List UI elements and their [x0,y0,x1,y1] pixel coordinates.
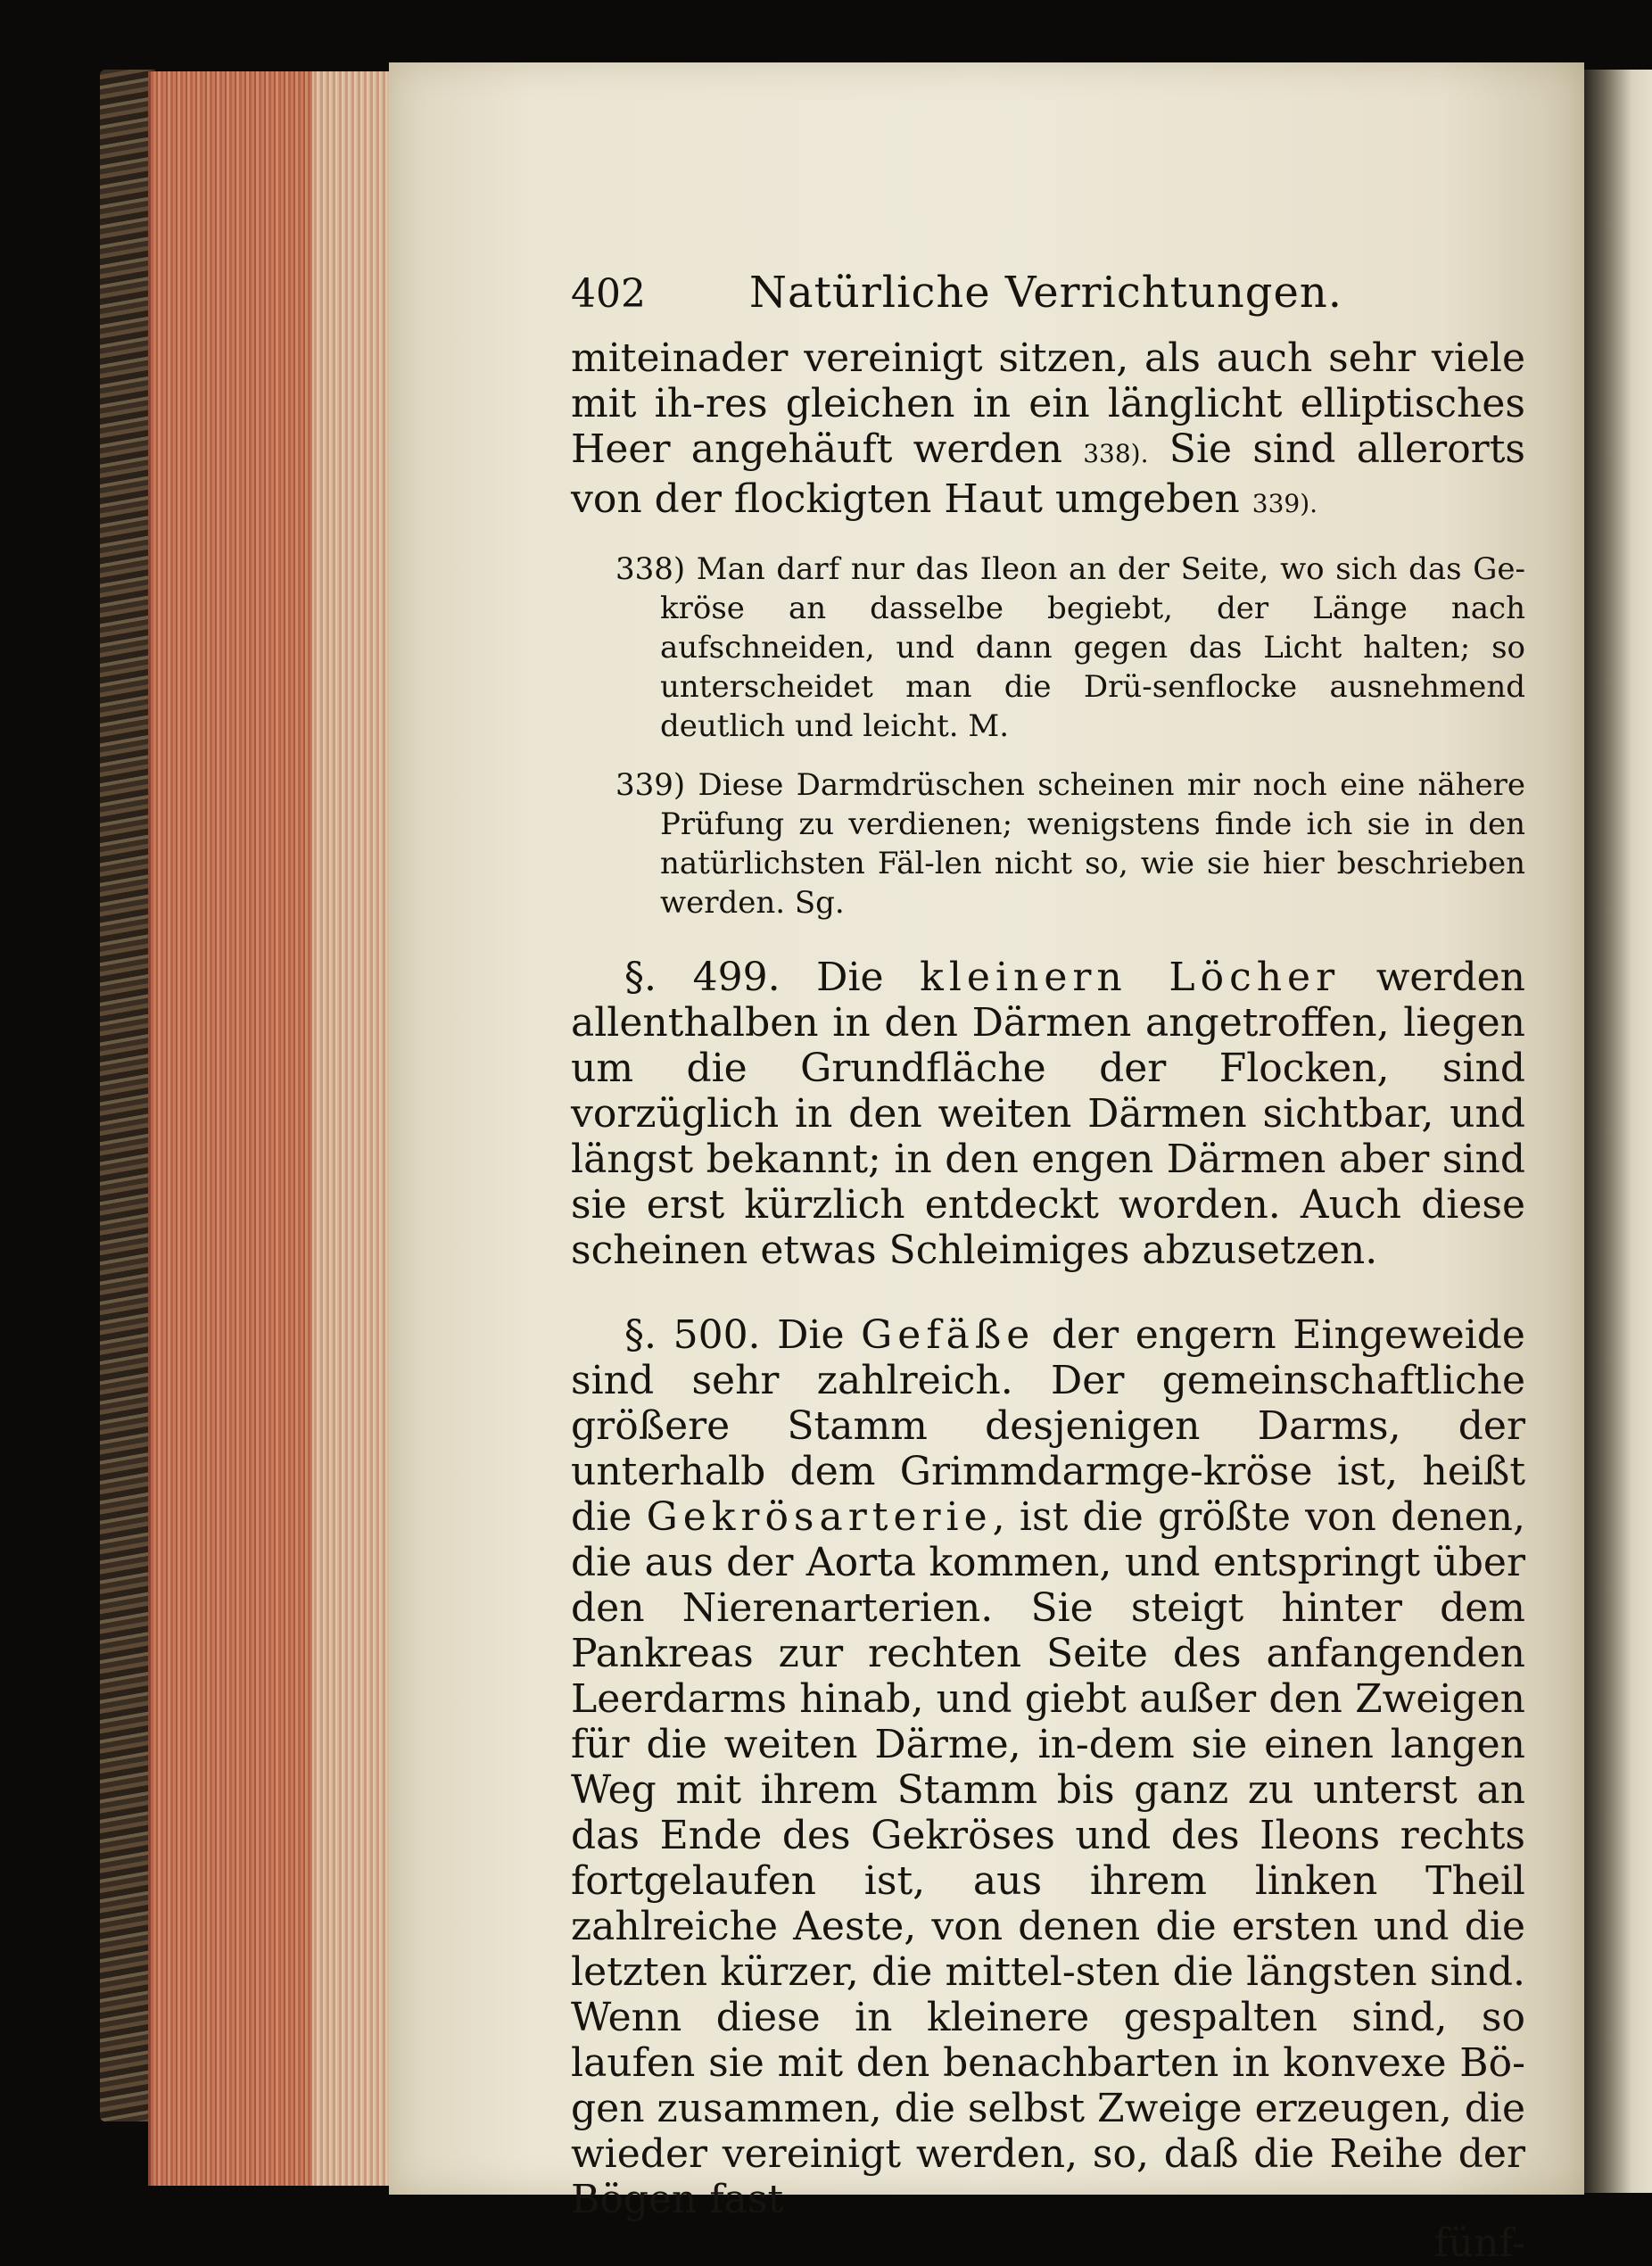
paragraph-text: , ist die größte von denen, die aus der Aorta kommen, und entspringt über den Nierenarterien. Sie steigt hinter dem Pankreas zur rechten Seite des anfangenden Leerdarms hinab, und giebt außer den Zweigen für die weiten Därme, in-dem sie einen langen Weg mit ihrem Stamm bis ganz zu unterst an das Ende des Gekröses und des Ileons rechts fortgelaufen ist, aus ihrem linken Theil zahlreiche Aeste, von denen die ersten und die letzten kürzer, die mittel-sten die längsten sind. Wenn diese in kleinere gespalten sind, so laufen sie mit den benachbarten in konvexe Bö-gen zusammen, die selbst Zweige erzeugen, die wieder vereinigt werden, so, daß die Reihe der Bögen fast [571,1494,1525,2222]
continuation-text-1: miteinader vereinigt sitzen, als auch sehr viele mit ih-res gleichen in ein länglicht elliptisches Heer angehäuft werden [571,335,1525,472]
catchword: fünf- [1433,2221,1525,2266]
footnote-number: 339) [615,767,686,803]
section-number: §. 499. [624,955,781,1000]
paragraph-lead: Die [816,955,884,1000]
footnote-number: 338) [615,551,686,587]
facing-page-gutter [1584,70,1652,2193]
emphasized-term: Gefäße [861,1312,1036,1358]
emphasized-term-artery: Gekrösarterie [646,1494,993,1540]
footnote-ref-338: 338). [1083,439,1149,468]
page-text [571,268,1525,2266]
book-cover [100,70,155,2121]
footnotes [615,550,1525,922]
footnote-text: Diese Darmdrüschen scheinen mir noch eine nähere Prüfung zu verdienen; wenigstens finde ich sie in den natürlichsten Fäl-len nicht so, wie sie hier beschrieben werden. Sg. [660,767,1526,921]
continuation-paragraph [571,335,1525,526]
section-number: §. 500. [624,1312,761,1358]
page-number: 402 [571,271,646,317]
page-header [571,268,1525,330]
paragraph-499 [571,955,1525,1273]
paragraph-lead: Die [777,1312,845,1358]
footnote-text: Man darf nur das Ileon an der Seite, wo sich das Ge-kröse an dasselbe begiebt, der Länge nach aufschneiden, und dann gegen das Licht halten; so unterscheidet man die Drü-senflocke ausnehmend deutlich und leicht. M. [660,551,1525,744]
continuation-text-2: Sie sind allerorts von der flockigten Haut umgeben [571,426,1525,522]
running-title: Natürliche Verrichtungen. [749,268,1343,318]
footnote-338 [615,550,1525,746]
page-edges-inner [312,71,392,2186]
paragraph-text: der engern Eingeweide sind sehr zahlreich. Der gemeinschaftliche größere Stamm desjenigen Darms, der unterhalb dem Grimmdarmge-kröse ist, heißt die [571,1312,1525,1540]
emphasized-term: kleinern Löcher [920,955,1341,1000]
paragraph-500 [571,1312,1525,2222]
footnote-ref-339: 339). [1251,489,1318,518]
paragraph-text: werden allenthalben in den Därmen angetroffen, liegen um die Grundfläche der Flocken, sind vorzüglich in den weiten Därmen sichtbar, und längst bekannt; in den engen Därmen aber sind sie erst kürzlich entdeckt worden. Auch diese scheinen etwas Schleimiges abzusetzen. [571,955,1525,1273]
footnote-339 [615,765,1525,922]
